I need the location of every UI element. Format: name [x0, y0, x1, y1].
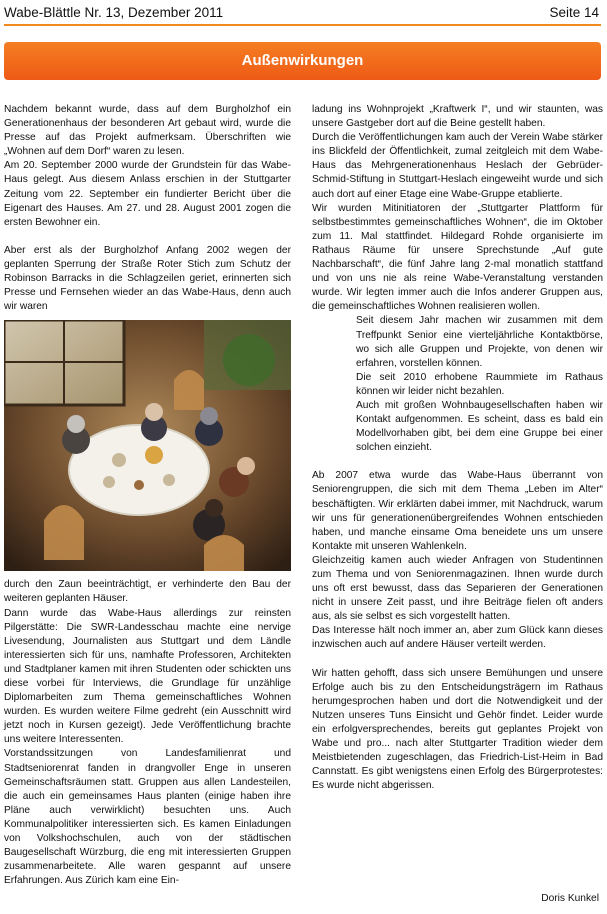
paragraph: Dann wurde das Wabe-Haus allerdings zur reinsten Pilgerstätte: Die SWR-Landesschau machte eine nervige Livesendung, Journalisten aus Stuttgart und dem Ländle interessierten sich für uns, namhafte Professoren, Architekten und Stadtplaner kamen mit ihren Studenten oder schickten uns diese vorbei für Interviews, die Grundlage für unzählige Diplomarbeiten zum Thema gemeinschaftliches Wohnen wurden. Es wurden weitere Filme gedreht (ein Ausschnitt wird jetzt noch in Kursen gezeigt). Jede Veröffentlichung brachte uns weitere Interessenten.	[4, 607, 291, 746]
publication-title: Wabe-Blättle Nr. 13, Dezember 2011	[4, 5, 224, 20]
page-header	[4, 2, 601, 26]
paragraph: Seit diesem Jahr machen wir zusammen mit dem Treffpunkt Senior eine vierteljährliche Kontaktbörse, wo sich alle Gruppen und Projekte, von denen wir erfahren, vorstellen können.	[356, 315, 603, 369]
paragraph: Wir wurden Mitinitiatoren der „Stuttgarter Plattform für selbstbestimmtes gemeinschaftliches Wohnen“, die im Oktober zum 11. Mal stattfindet. Hildegard Rohde organisierte im Rathaus Räume für unsere Sprechstunde „Auf gute Nachbarschaft“, die fünf Jahre lang 2-mal monatlich stattfand und von uns nie als reine Wabe-Veranstaltung verstanden wurde. Wir legten immer auch die Infos anderer Gruppen aus, die gemeinschaftliches Wohnen realisieren wollen.	[312, 202, 603, 313]
section-banner	[4, 42, 601, 80]
paragraph: Vorstandssitzungen von Landesfamilienrat und Stadtseniorenrat fanden in drangvoller Enge in unseren Gemeinschaftsräumen statt. Gruppen aus allen Landesteilen, die auch ein gemeinsames Haus planten (einige haben ihre Pläne auch verwirklicht) besuchten uns. Auch Kommunalpolitiker interessierten sich. Es kamen Einladungen von Volkshochschulen, auch von der städtischen Baugesellschaft Würzburg, die eng mit interessierten Gruppen zusammenarbeitete. Alle waren gespannt auf unsere Erfahrungen. Aus Zürich kam eine Ein-	[4, 748, 291, 887]
paragraph: Nachdem bekannt wurde, dass auf dem Burgholzhof ein Generationenhaus der besonderen Art gebaut wird, wurde die Presse auf das Projekt aufmerksam. Überschriften wie „Wohnen auf dem Dorf“ waren zu lesen.	[4, 104, 291, 158]
paragraph: Die seit 2010 erhobene Raummiete im Rathaus können wir leider nicht bezahlen.	[356, 371, 603, 397]
paragraph: Ab 2007 etwa wurde das Wabe-Haus überrannt von Seniorengruppen, die sich mit dem Thema „Leben im Alter“ beschäftigten. Wir erklärten dabei immer, mit Nachdruck, warum wir uns für generationenübergreifendes Wohnen entschieden haben, und manche einsame Oma beneidete uns um unsere Kontakte mit unseren Wahlenkeln.	[312, 470, 603, 552]
paragraph: Wir hatten gehofft, dass sich unsere Bemühungen und unsere Erfolge auch bis zu den Entscheidungsträgern im Rathaus herumgesprochen haben und dort die Notwendigkeit und der Nutzen unseres Tuns Einsicht und Gehör findet. Leider wurde ein erfolgversprechendes, bereits gut geplantes Projekt von Wabe und pro... nach alter Stuttgarter Tradition wieder dem Meistbietenden zugeschlagen, das Friedrich-List-Heim in Bad Cannstatt. Es gibt wenigstens einen Erfolg des Bürgerprotestes: Es wurde nicht abgerissen.	[312, 667, 603, 792]
paragraph: Auch mit großen Wohnbaugesellschaften haben wir Kontakt aufgenommen. Es scheint, dass es bald ein Modellvorhaben gibt, bei dem eine Gruppe bei einer solchen einzieht.	[356, 399, 603, 454]
paragraph: Aber erst als der Burgholzhof Anfang 2002 wegen der geplanten Sperrung der Straße Roter Stich zum Schutz der Robinson Barracks in die Schlagzeilen geriet, erinnerten sich Presse und Fernsehen wieder an das Wabe-Haus, denn auch wir waren	[4, 244, 291, 313]
paragraph: durch den Zaun beeinträchtigt, er verhinderte den Bau der weiteren geplanten Häuser.	[4, 579, 291, 605]
section-title: Außenwirkungen	[241, 52, 364, 69]
paragraph: ladung ins Wohnprojekt „Kraftwerk I“, und wir staunten, was unsere Gastgeber dort auf die Beine gestellt haben.	[312, 104, 603, 130]
right-column	[312, 103, 603, 793]
group-photo	[4, 320, 291, 571]
paragraph: Am 20. September 2000 wurde der Grundstein für das Wabe-Haus gelegt. Aus diesem Anlass erschien in der Stuttgarter Zeitung vom 22. September ein fundierter Bericht über die Eigenart des Hauses. Am 27. und 28. August 2001 zogen die ersten Bewohner ein.	[4, 160, 291, 228]
page-number: Seite 14	[549, 5, 599, 20]
paragraph: Durch die Veröffentlichungen kam auch der Verein Wabe stärker ins Blickfeld der Öffentlichkeit, zumal zeitgleich mit dem Wabe-Haus das Mehrgenerationenhaus Heslach der Gebrüder-Schmid-Stiftung in Stuttgart-Heslach eingeweiht wurde und sich auch dort auf einer Etage eine Wabe-Gruppe etablierte.	[312, 132, 603, 200]
author-signature: Doris Kunkel	[541, 893, 599, 904]
paragraph: Gleichzeitig kamen auch wieder Anfragen von Studentinnen zum Thema und von Seniorenmagazinen. Ihnen wurde durch uns oft erst bewusst, dass das Separieren der Generationen nicht in unsere Zeit passt, und ihre Beiträge fielen oft anders aus, als sie selbst es sich vorgestellt hatten.	[312, 554, 603, 623]
paragraph: Das Interesse hält noch immer an, aber zum Glück kann dieses inzwischen auch auf andere Häuser verteilt werden.	[312, 625, 603, 651]
left-column	[4, 103, 291, 888]
